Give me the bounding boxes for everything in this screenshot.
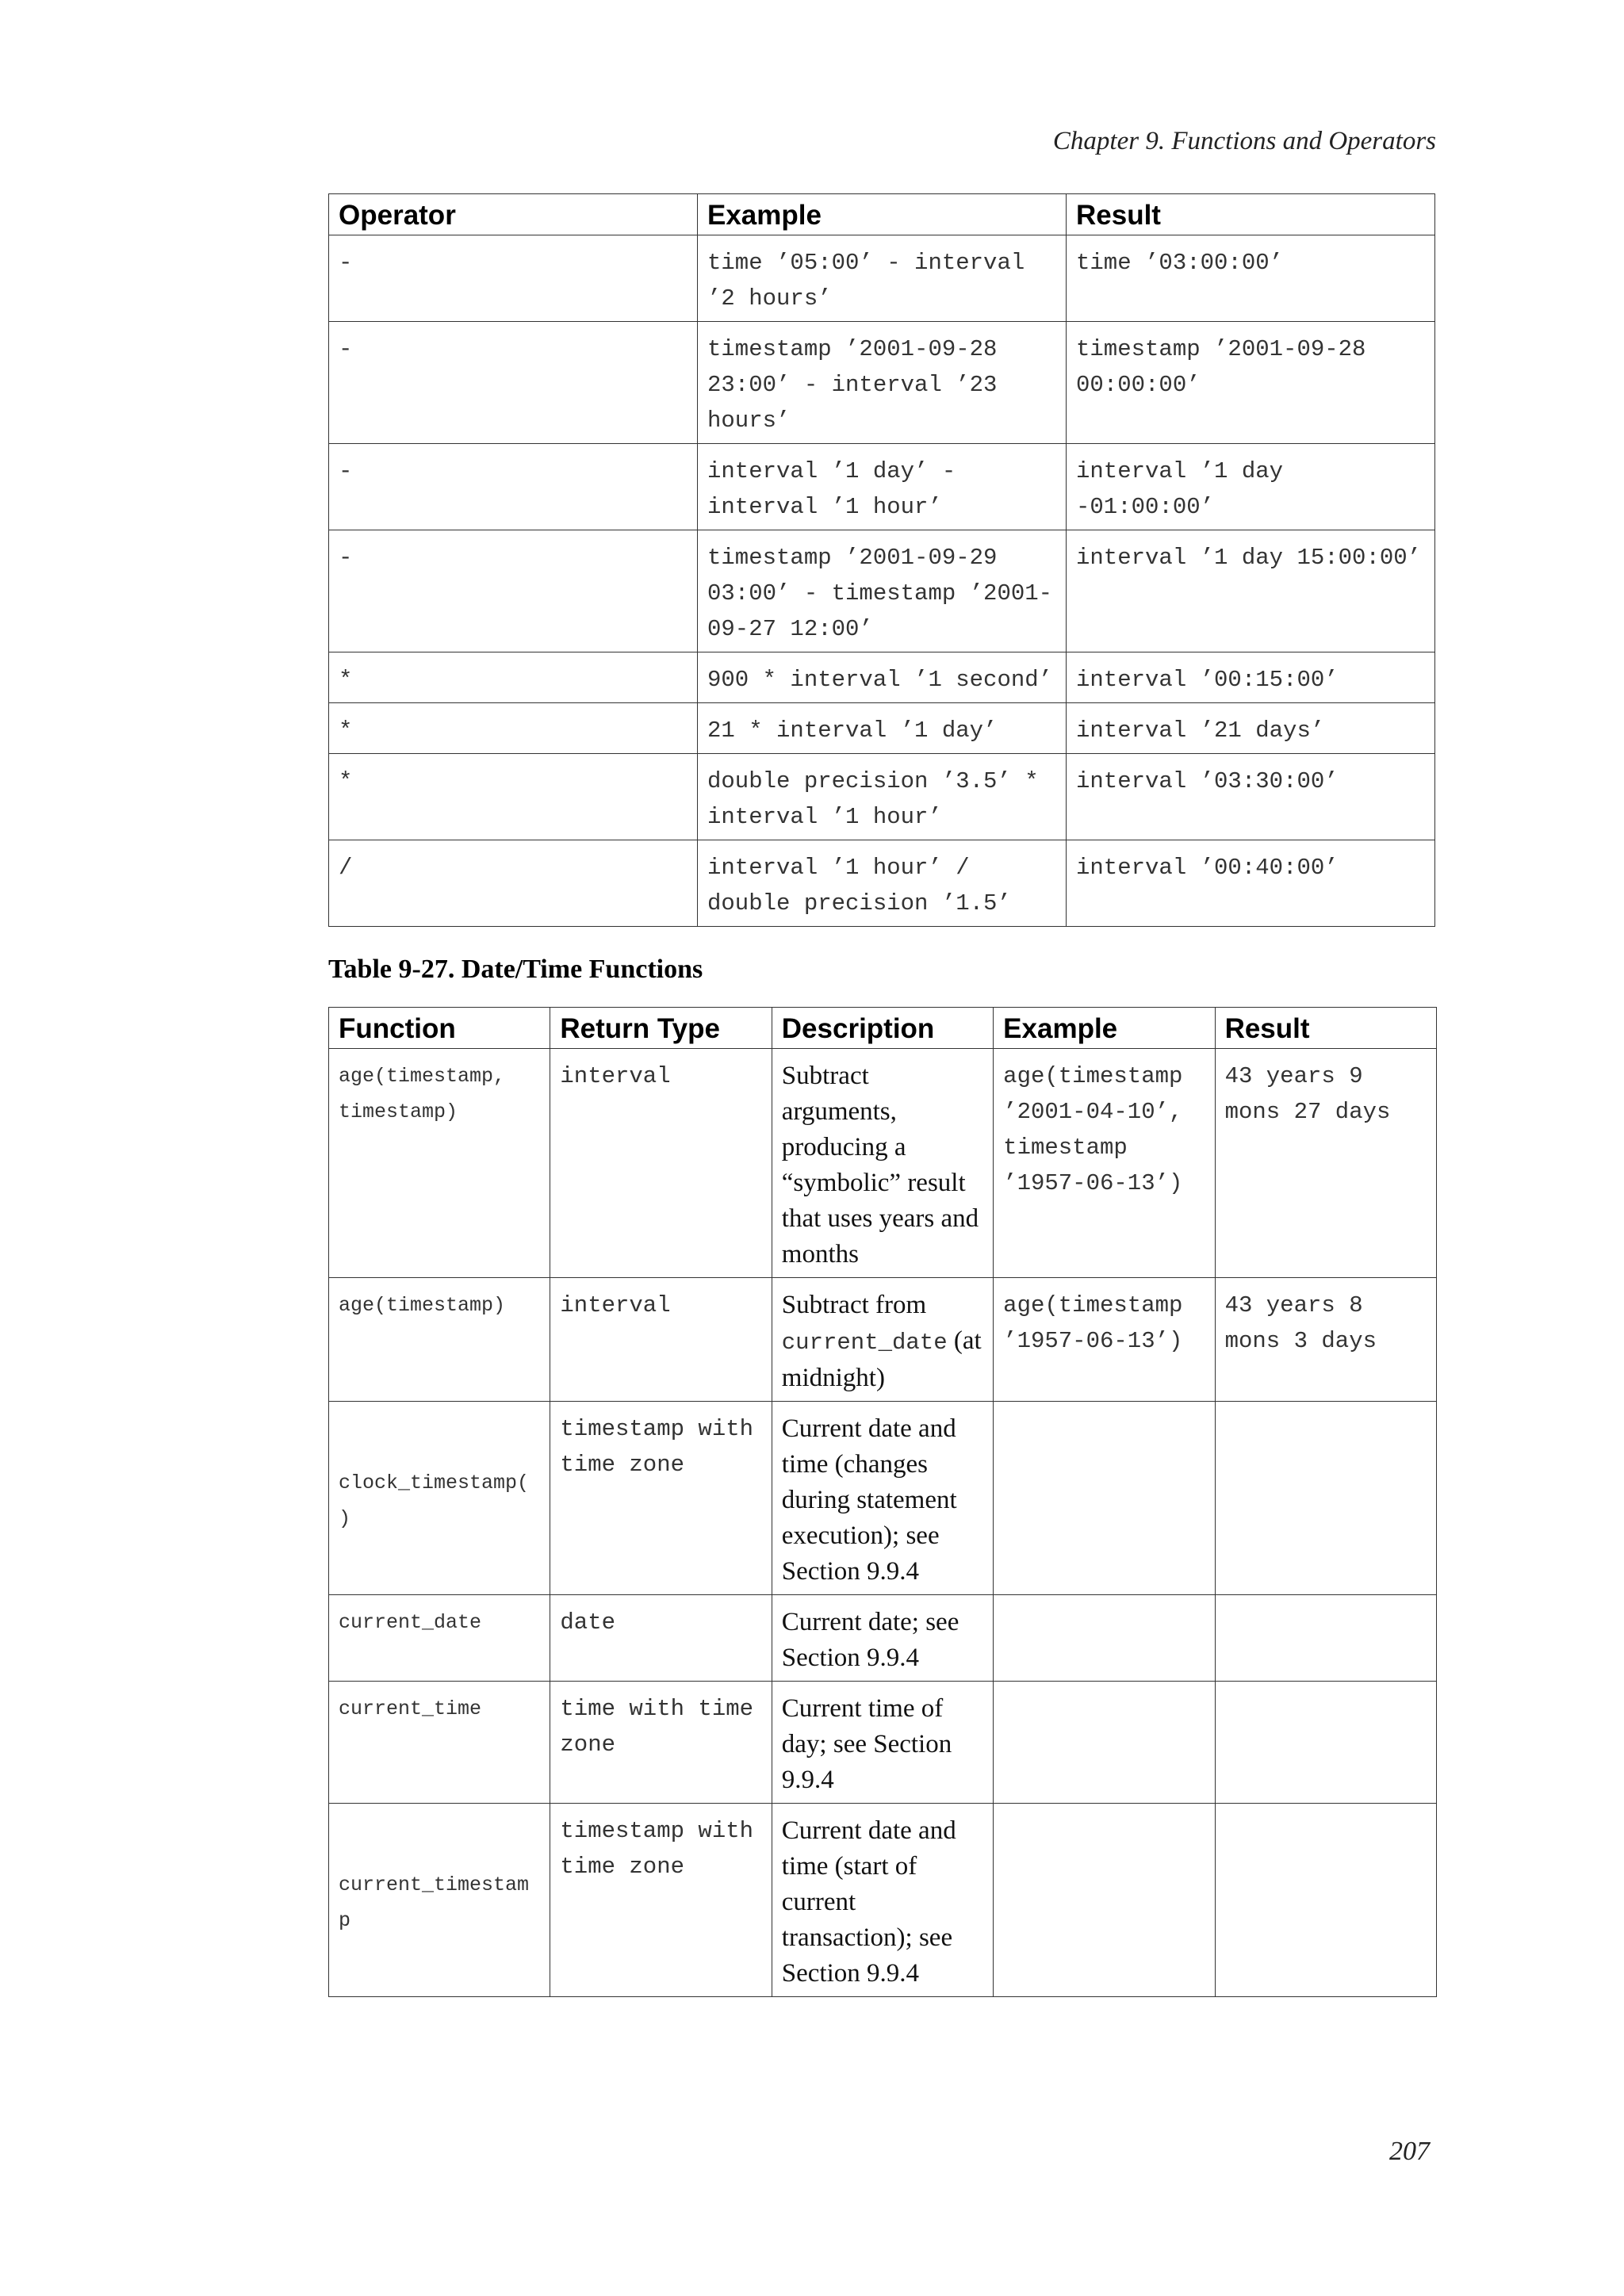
- column-header-operator: Operator: [329, 194, 698, 235]
- example-cell: timestamp ’2001-09-29 03:00’ - timestamp ’2001-09-27 12:00’: [698, 530, 1067, 652]
- table-row: [329, 1595, 1437, 1682]
- table-row: [329, 530, 1435, 652]
- table-row: [329, 444, 1435, 530]
- table-row: [329, 1049, 1437, 1278]
- table-row: [329, 1804, 1437, 1997]
- table-row: [329, 1402, 1437, 1595]
- table-row: [329, 652, 1435, 703]
- example-cell: double precision ’3.5’ * interval ’1 hour’: [698, 754, 1067, 840]
- table-row: [329, 1278, 1437, 1402]
- function-cell: current_time: [329, 1682, 550, 1804]
- function-cell: current_date: [329, 1595, 550, 1682]
- operator-cell: *: [329, 754, 698, 840]
- result-cell: time ’03:00:00’: [1067, 235, 1435, 322]
- return-type-cell: interval: [550, 1049, 772, 1278]
- operator-cell: /: [329, 840, 698, 927]
- return-type-cell: interval: [550, 1278, 772, 1402]
- example-cell: 21 * interval ’1 day’: [698, 703, 1067, 754]
- table-header-row: [329, 1008, 1437, 1049]
- return-type-cell: timestamp with time zone: [550, 1402, 772, 1595]
- example-cell: [994, 1595, 1215, 1682]
- example-cell: [994, 1402, 1215, 1595]
- example-cell: age(timestamp ’1957-06-13’): [994, 1278, 1215, 1402]
- table-row: [329, 754, 1435, 840]
- column-header-description: Description: [772, 1008, 993, 1049]
- example-cell: interval ’1 day’ - interval ’1 hour’: [698, 444, 1067, 530]
- column-header-example: Example: [698, 194, 1067, 235]
- return-type-cell: date: [550, 1595, 772, 1682]
- result-cell: interval ’1 day -01:00:00’: [1067, 444, 1435, 530]
- return-type-cell: timestamp with time zone: [550, 1804, 772, 1997]
- operator-cell: -: [329, 444, 698, 530]
- table-row: [329, 1682, 1437, 1804]
- table-row: [329, 235, 1435, 322]
- description-cell: [772, 1278, 993, 1402]
- functions-table: [328, 1007, 1437, 1997]
- example-cell: [994, 1682, 1215, 1804]
- return-type-cell: time with time zone: [550, 1682, 772, 1804]
- table-row: [329, 322, 1435, 444]
- operator-cell: -: [329, 530, 698, 652]
- function-cell: age(timestamp, timestamp): [329, 1049, 550, 1278]
- result-cell: 43 years 9 mons 27 days: [1215, 1049, 1436, 1278]
- column-header-example: Example: [994, 1008, 1215, 1049]
- function-cell: current_timestamp: [329, 1804, 550, 1997]
- description-code: current_date: [781, 1330, 948, 1356]
- table-header-row: [329, 194, 1435, 235]
- description-cell: Current date and time (changes during statement execution); see Section 9.9.4: [772, 1402, 993, 1595]
- result-cell: interval ’00:40:00’: [1067, 840, 1435, 927]
- result-cell: interval ’1 day 15:00:00’: [1067, 530, 1435, 652]
- example-cell: 900 * interval ’1 second’: [698, 652, 1067, 703]
- column-header-result: Result: [1067, 194, 1435, 235]
- result-cell: interval ’00:15:00’: [1067, 652, 1435, 703]
- description-cell: Current time of day; see Section 9.9.4: [772, 1682, 993, 1804]
- result-cell: timestamp ’2001-09-28 00:00:00’: [1067, 322, 1435, 444]
- example-cell: timestamp ’2001-09-28 23:00’ - interval ’23 hours’: [698, 322, 1067, 444]
- example-cell: time ’05:00’ - interval ’2 hours’: [698, 235, 1067, 322]
- result-cell: [1215, 1402, 1436, 1595]
- result-cell: interval ’21 days’: [1067, 703, 1435, 754]
- example-cell: [994, 1804, 1215, 1997]
- description-cell: Current date and time (start of current transaction); see Section 9.9.4: [772, 1804, 993, 1997]
- description-text: Subtract from: [781, 1291, 927, 1319]
- description-cell: Current date; see Section 9.9.4: [772, 1595, 993, 1682]
- operator-cell: *: [329, 652, 698, 703]
- column-header-result: Result: [1215, 1008, 1436, 1049]
- function-cell: clock_timestamp(): [329, 1402, 550, 1595]
- function-cell: age(timestamp): [329, 1278, 550, 1402]
- column-header-function: Function: [329, 1008, 550, 1049]
- operator-cell: *: [329, 703, 698, 754]
- result-cell: [1215, 1595, 1436, 1682]
- table-row: [329, 840, 1435, 927]
- description-cell: Subtract arguments, producing a “symbolic” result that uses years and months: [772, 1049, 993, 1278]
- table-caption: Table 9-27. Date/Time Functions: [328, 955, 703, 984]
- operator-cell: -: [329, 322, 698, 444]
- result-cell: 43 years 8 mons 3 days: [1215, 1278, 1436, 1402]
- operator-cell: -: [329, 235, 698, 322]
- example-cell: interval ’1 hour’ / double precision ’1.5’: [698, 840, 1067, 927]
- result-cell: [1215, 1804, 1436, 1997]
- example-cell: age(timestamp ’2001-04-10’, timestamp ’1957-06-13’): [994, 1049, 1215, 1278]
- operator-table: [328, 193, 1435, 927]
- result-cell: interval ’03:30:00’: [1067, 754, 1435, 840]
- column-header-return-type: Return Type: [550, 1008, 772, 1049]
- result-cell: [1215, 1682, 1436, 1804]
- page-number: 207: [1389, 2137, 1430, 2166]
- running-header: Chapter 9. Functions and Operators: [1052, 127, 1436, 155]
- description-text: (at midnight): [781, 1326, 982, 1392]
- table-row: [329, 703, 1435, 754]
